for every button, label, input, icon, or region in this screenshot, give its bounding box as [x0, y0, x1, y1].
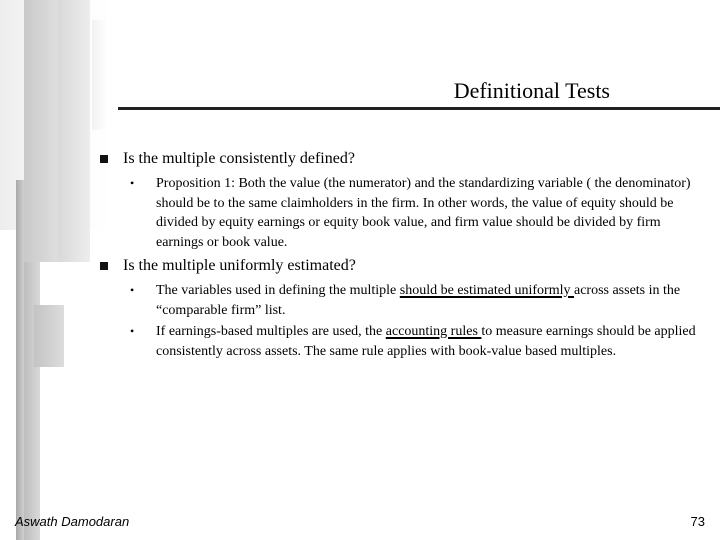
- list-item-text: Proposition 1: Both the value (the numerator) and the standardizing variable ( the denominator) should be to the same claimholders in the firm. In other words, the value of equity should be divided by equity earnings or equity book value, and firm value should be divided by firm earnings or book value.: [156, 176, 691, 250]
- square-bullet-icon: [100, 155, 108, 163]
- text-segment: across assets in the “comparable firm” list.: [156, 283, 681, 318]
- decorative-background-block: [24, 262, 40, 540]
- list-item: [130, 174, 705, 252]
- point-heading: Is the multiple consistently defined?: [123, 150, 355, 167]
- underlined-text: accounting rules: [385, 324, 482, 339]
- footer-author: Aswath Damodaran: [15, 514, 130, 529]
- list-item: [130, 281, 705, 320]
- text-segment: If earnings-based multiples are used, the: [156, 324, 386, 339]
- slide-title: Definitional Tests: [453, 78, 610, 103]
- page-number: 73: [690, 514, 705, 529]
- list-item-text: [156, 322, 705, 361]
- bullet-dot-icon: •: [130, 176, 135, 190]
- decorative-background-block: [58, 0, 90, 262]
- text-segment: to measure earnings should be applied consistently across assets. The same rule applies with book-value based multiples.: [156, 324, 696, 359]
- bullet-dot-icon: •: [130, 324, 135, 338]
- list-item-text: [156, 281, 705, 320]
- bullet-dot-icon: •: [130, 283, 135, 297]
- square-bullet-icon: [100, 262, 108, 270]
- decorative-background-block: [92, 20, 108, 130]
- point-heading: Is the multiple uniformly estimated?: [123, 257, 356, 274]
- decorative-background-block: [16, 180, 24, 540]
- underlined-text: should be estimated uniformly: [399, 283, 574, 298]
- list-item: [130, 322, 705, 361]
- decorative-background-block: [34, 305, 64, 367]
- title-divider: [118, 107, 720, 110]
- text-segment: The variables used in defining the multiple: [156, 283, 400, 298]
